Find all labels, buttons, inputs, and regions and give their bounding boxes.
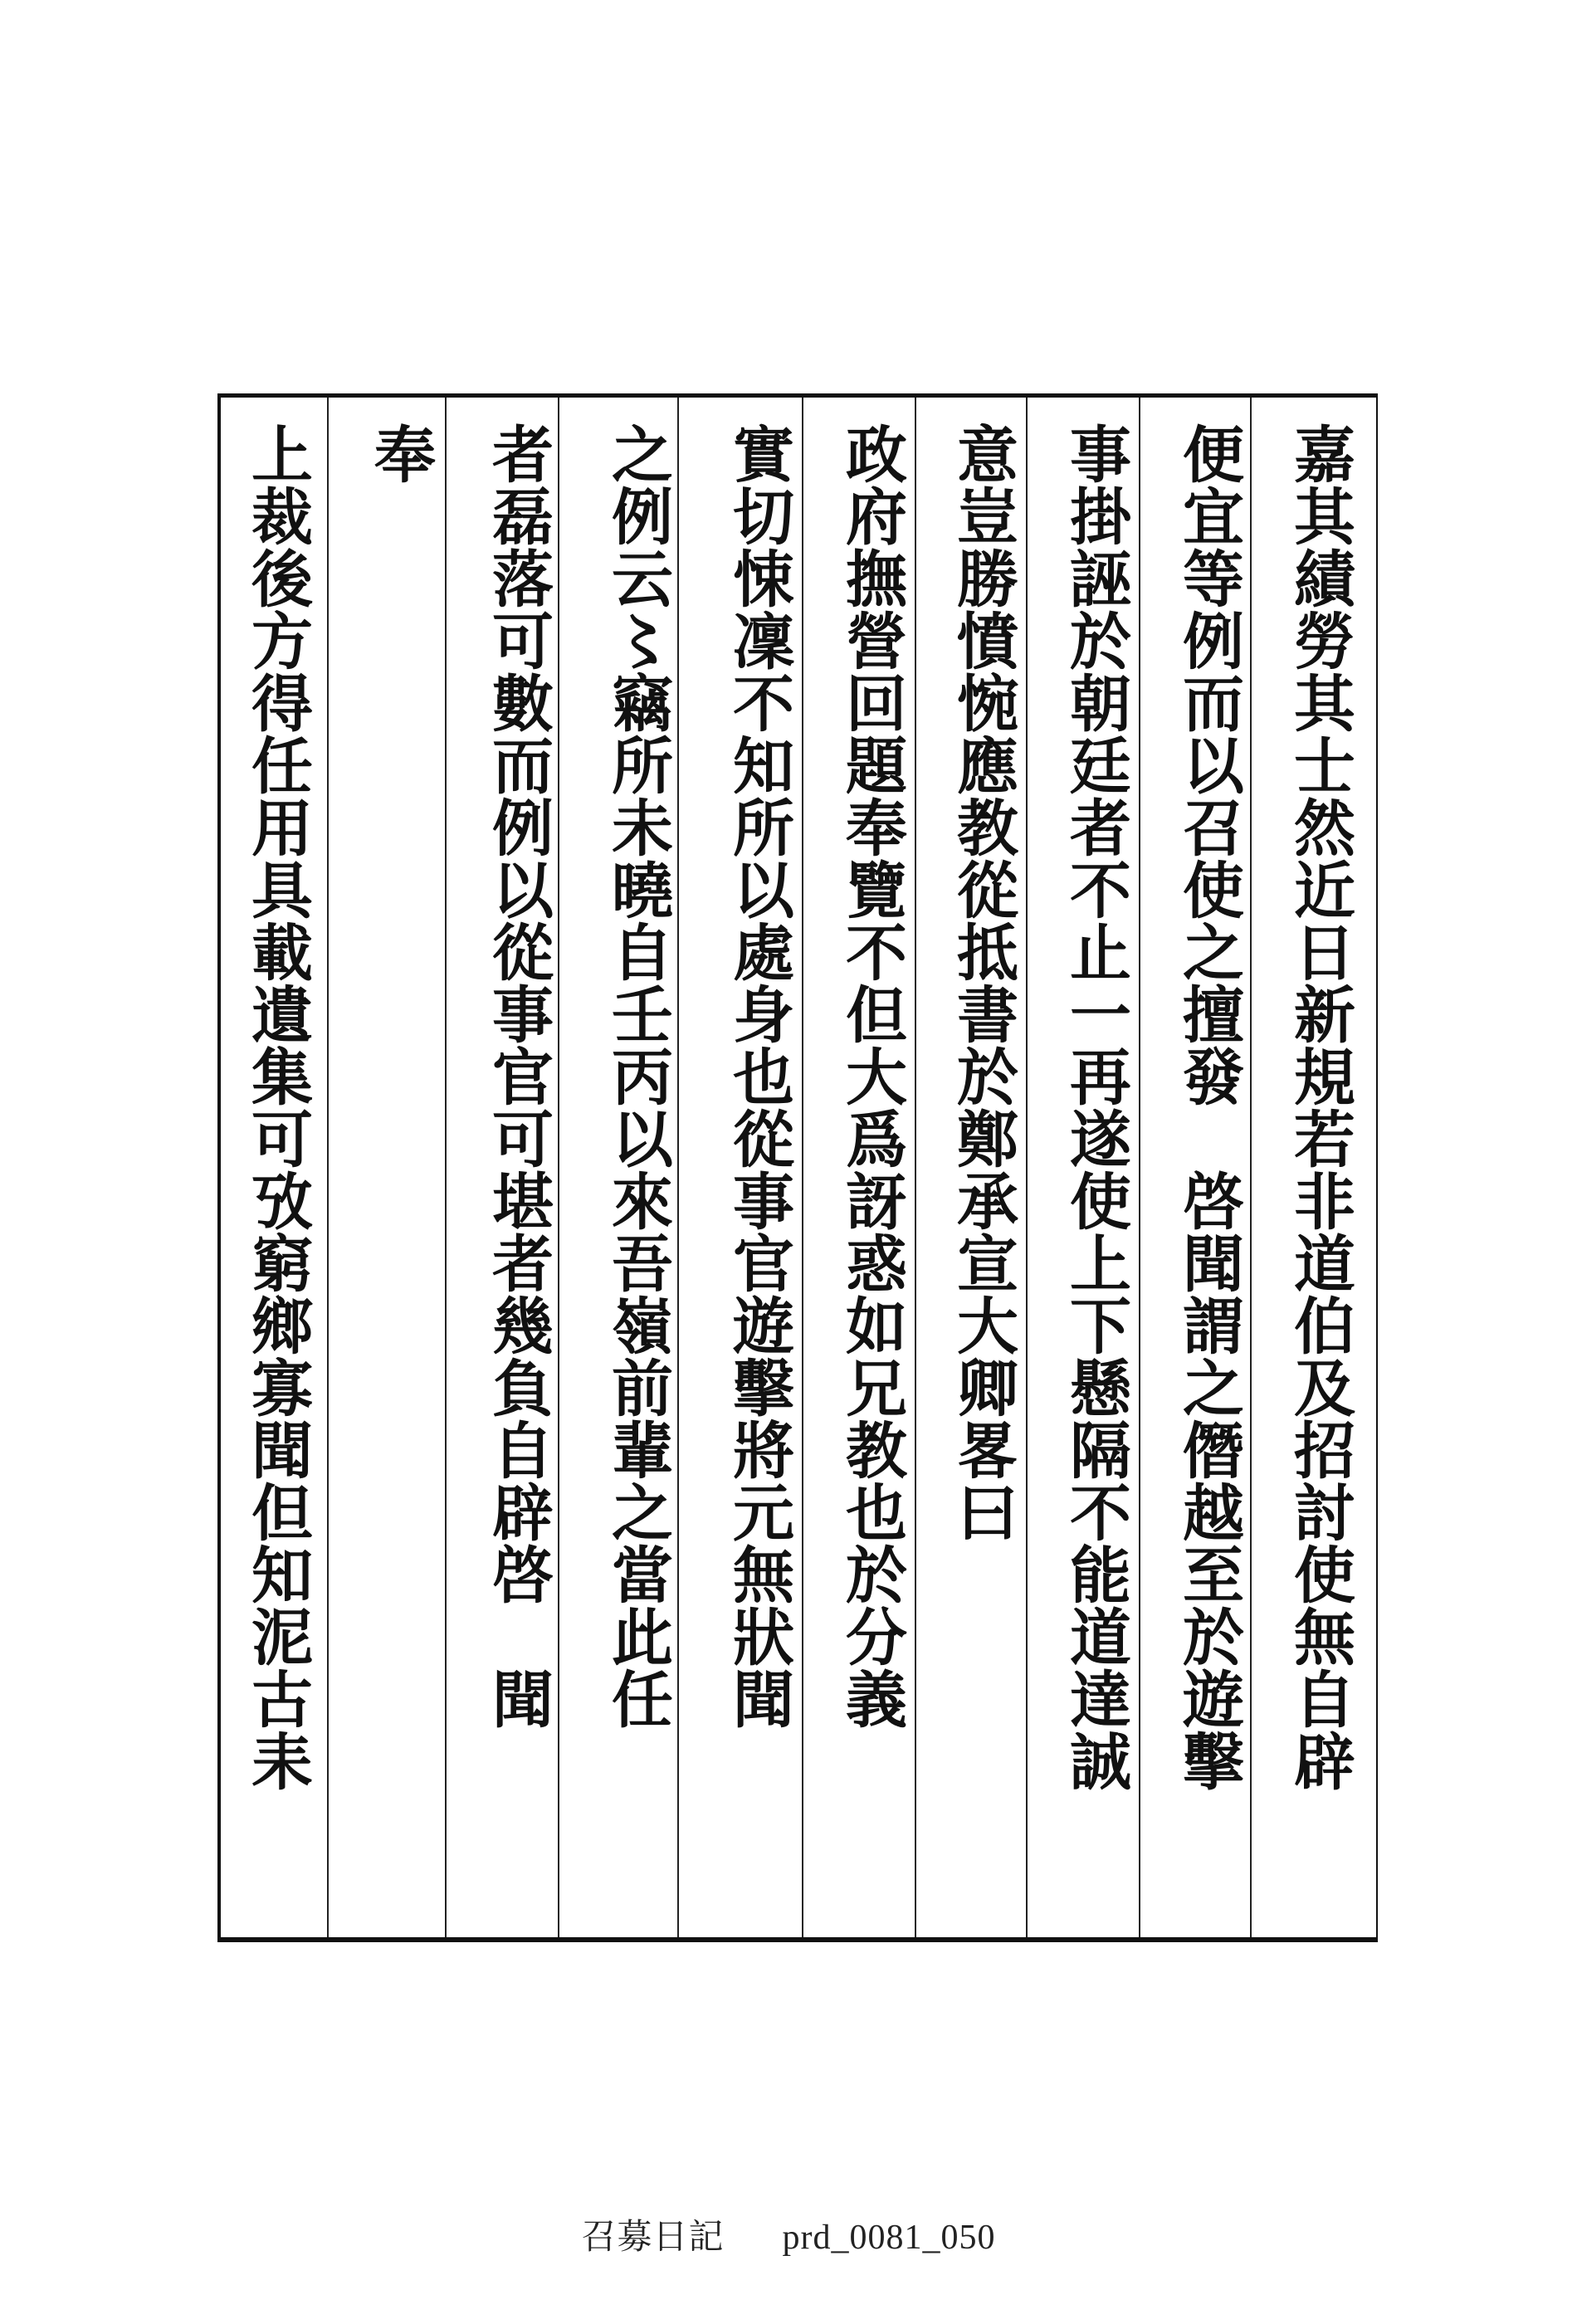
text-column-7: 之例云〻竊所未曉自壬丙以來吾嶺前輩之當此任 [602, 422, 673, 1730]
text-column-9: 奉 [364, 422, 436, 485]
column-rule [327, 398, 329, 1937]
page-footer [0, 2209, 1577, 2259]
text-column-8: 者磊落可數而例以從事官可堪者幾負自辟啓 聞 [482, 422, 554, 1730]
text-column-4: 意豈勝憤惋應教從抵書於鄭承宣大卿畧曰 [947, 422, 1018, 1543]
book-title: 召募日記 [581, 2219, 725, 2257]
text-column-6: 實切悚凜不知所以處身也從事官遊擊將元無狀聞 [723, 422, 794, 1730]
text-column-1: 嘉其績勞其士然近日新規若非道伯及招討使無自辟 [1284, 422, 1355, 1792]
text-column-10: 上裁後方得任用具載遺集可攷窮鄉寡聞但知泥古耒 [242, 422, 313, 1792]
page-frame [217, 393, 1378, 1942]
page-id: prd_0081_050 [782, 2219, 996, 2257]
text-column-3: 事掛誣於朝廷者不止一再遂使上下懸隔不能道達誠 [1060, 422, 1131, 1792]
text-column-2: 便宜等例而以召使之擅發 啓聞謂之僭越至於遊擊 [1173, 422, 1244, 1792]
text-column-5: 政府撫營回題奉覽不但大爲訝惑如兄教也於分義 [836, 422, 907, 1730]
